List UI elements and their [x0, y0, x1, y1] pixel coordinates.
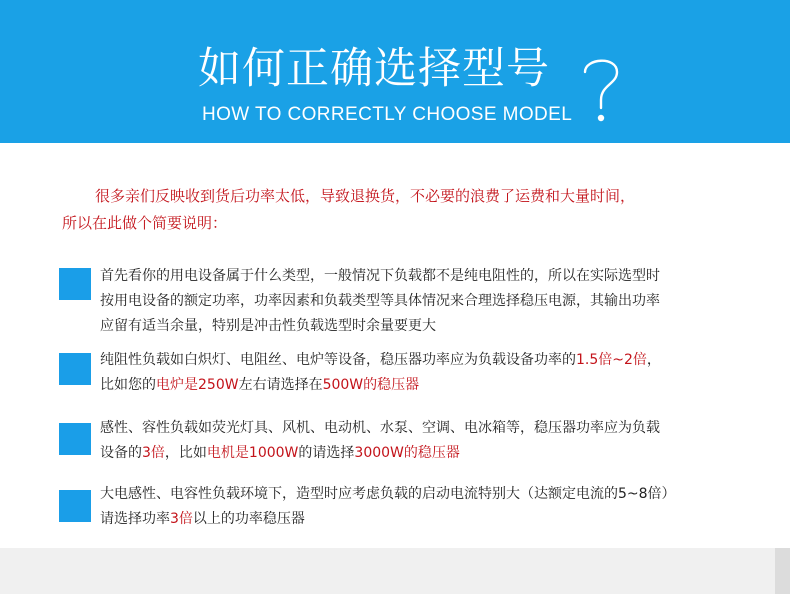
highlight-text: 电炉是250W [156, 377, 239, 393]
highlight-text: 3000W的稳压器 [354, 445, 460, 461]
bullet-square-icon [59, 268, 91, 300]
highlight-text: 电机是1000W [206, 445, 299, 461]
question-mark-icon [581, 52, 621, 126]
highlight-text: 500W的稳压器 [322, 377, 420, 393]
header-banner [0, 0, 790, 143]
footer-divider [0, 548, 790, 594]
highlight-text: 3倍 [170, 511, 193, 527]
list-item-text: 首先看你的用电设备属于什么类型，一般情况下负载都不是纯电阻性的，所以在实际选型时 按用电设备的额定功率，功率因素和负载类型等具体情况来合理选择稳压电源，其输出功率 应留有适当余量，特别是冲击性负载选型时余量要更大 [100, 268, 660, 334]
list-item-text: 感性、容性负载如荧光灯具、风机、电动机、水泵、空调、电冰箱等，稳压器功率应为负载 设备的3倍，比如电机是1000W的请选择3000W的稳压器 [100, 420, 660, 461]
footer-shadow [775, 548, 790, 594]
bullet-square-icon [59, 490, 91, 522]
intro-paragraph [62, 183, 752, 237]
highlight-text: 3倍 [142, 445, 165, 461]
list-item-text: 纯阻性负载如白炽灯、电阻丝、电炉等设备，稳压器功率应为负载设备功率的1.5倍~2倍， 比如您的电炉是250W左右请选择在500W的稳压器 [100, 352, 661, 393]
bullet-square-icon [59, 423, 91, 455]
page-subtitle: HOW TO CORRECTLY CHOOSE MODEL [202, 104, 573, 125]
bullet-square-icon [59, 353, 91, 385]
intro-line-1: 很多亲们反映收到货后功率太低，导致退换货，不必要的浪费了运费和大量时间， [95, 187, 636, 205]
list-item-text: 大电感性、电容性负载环境下，造型时应考虑负载的启动电流特别大（达额定电流的5~8倍） 请选择功率3倍以上的功率稳压器 [100, 486, 676, 527]
intro-line-2: 所以在此做个简要说明： [62, 214, 228, 232]
highlight-text: 1.5倍~2倍 [576, 352, 647, 368]
page-title: 如何正确选择型号 [198, 44, 550, 94]
